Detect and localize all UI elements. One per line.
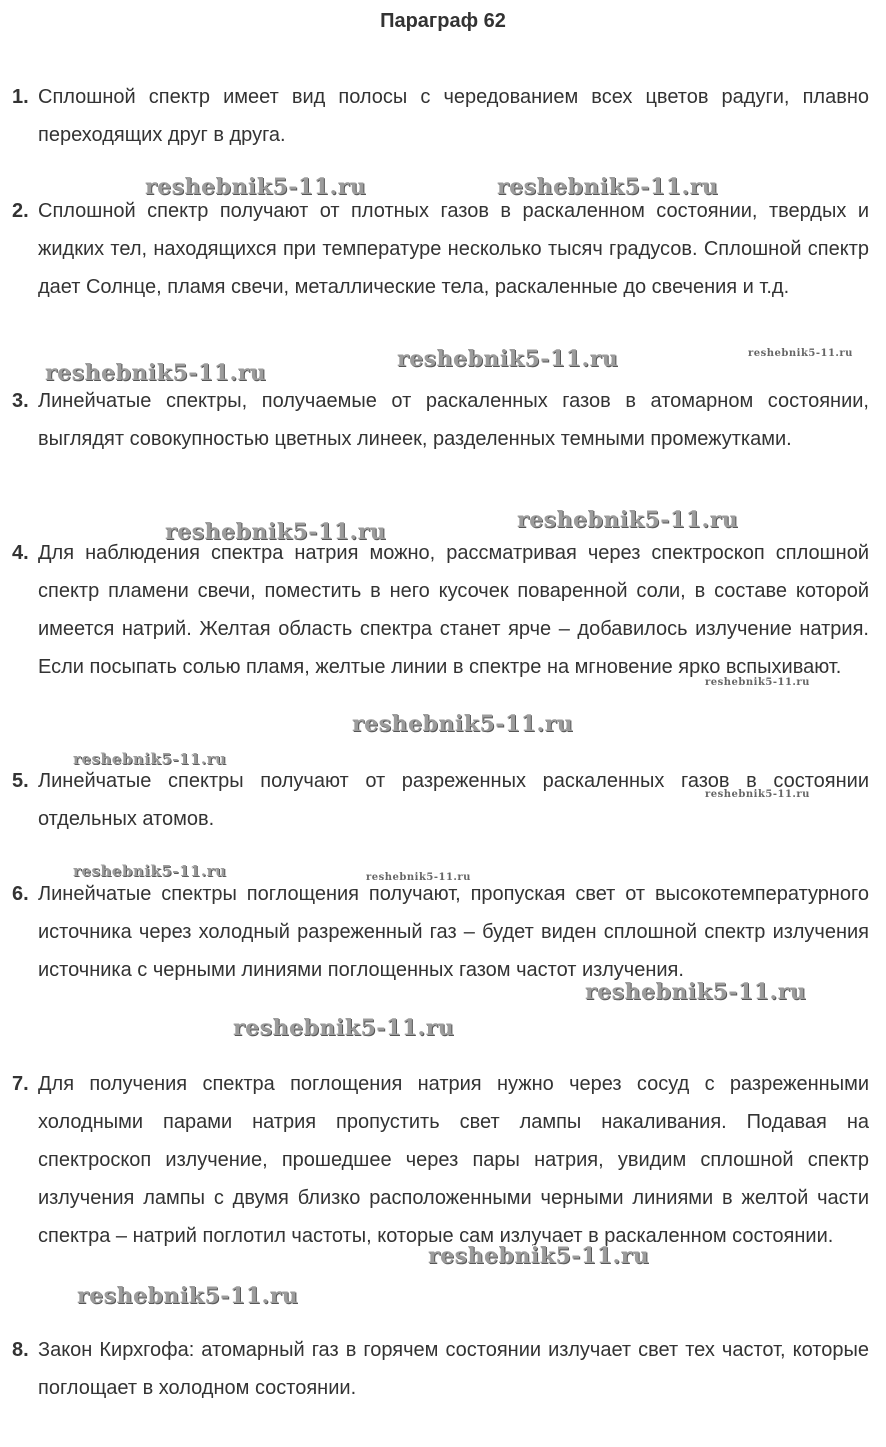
watermark: reshebnik5-11.ru [705,677,810,688]
page-title: Параграф 62 [380,10,506,32]
watermark: reshebnik5-11.ru [748,348,853,359]
item-text: Сплошной спектр имеет вид полосы с чередованием всех цветов радуги, плавно переходящих друг в друга. [38,86,869,146]
item-number: 6. [12,883,29,905]
watermark: reshebnik5-11.ru [366,872,471,883]
item-number: 5. [12,770,29,792]
watermark: reshebnik5-11.ru [145,174,367,200]
item-text: Для получения спектра поглощения натрия нужно через сосуд с разреженными холодными парами натрия пропустить свет лампы накаливания. Подавая на спектроскоп излучение, прошедшее через пары натрия, увидим сплошной спектр излучения лампы с двумя близко расположенными черными линиями в желтой части спектра – натрий поглотил частоты, которые сам излучает в раскаленном состоянии. [38,1073,869,1247]
item-number: 4. [12,542,29,564]
watermark: reshebnik5-11.ru [352,711,574,737]
item-text: Сплошной спектр получают от плотных газов в раскаленном состоянии, твердых и жидких тел, находящихся при температуре несколько тысяч градусов. Сплошной спектр дает Солнце, пламя свечи, металлические тела, раскаленные до свечения и т.д. [38,200,869,298]
item-number: 8. [12,1339,29,1361]
item-number: 7. [12,1073,29,1095]
watermark: reshebnik5-11.ru [705,789,810,800]
watermark: reshebnik5-11.ru [233,1015,455,1041]
watermark: reshebnik5-11.ru [73,750,227,768]
watermark: reshebnik5-11.ru [497,174,719,200]
watermark: reshebnik5-11.ru [517,507,739,533]
watermark: reshebnik5-11.ru [73,862,227,880]
watermark: reshebnik5-11.ru [45,360,267,386]
item-text: Для наблюдения спектра натрия можно, рассматривая через спектроскоп сплошной спектр пламени свечи, поместить в него кусочек поваренной соли, в составе которой имеется натрий. Желтая область спектра станет ярче – добавилось излучение натрия. Если посыпать солью пламя, желтые линии в спектре на мгновение ярко вспыхивают. [38,542,869,678]
watermark: reshebnik5-11.ru [428,1243,650,1269]
item-text: Линейчатые спектры, получаемые от раскаленных газов в атомарном состоянии, выглядят совокупностью цветных линеек, разделенных темными промежутками. [38,390,869,450]
watermark: reshebnik5-11.ru [397,346,619,372]
item-text: Закон Кирхгофа: атомарный газ в горячем состоянии излучает свет тех частот, которые поглощает в холодном состоянии. [38,1339,869,1399]
item-text: Линейчатые спектры поглощения получают, пропуская свет от высокотемпературного источника через холодный разреженный газ – будет виден сплошной спектр излучения источника с черными линиями поглощенных газом частот излучения. [38,883,869,981]
item-text: Линейчатые спектры получают от разреженных раскаленных газов в состоянии отдельных атомов. [38,770,869,830]
watermark: reshebnik5-11.ru [165,519,387,545]
item-number: 3. [12,390,29,412]
watermark: reshebnik5-11.ru [585,979,807,1005]
item-number: 2. [12,200,29,222]
watermark: reshebnik5-11.ru [77,1283,299,1309]
item-number: 1. [12,86,29,108]
